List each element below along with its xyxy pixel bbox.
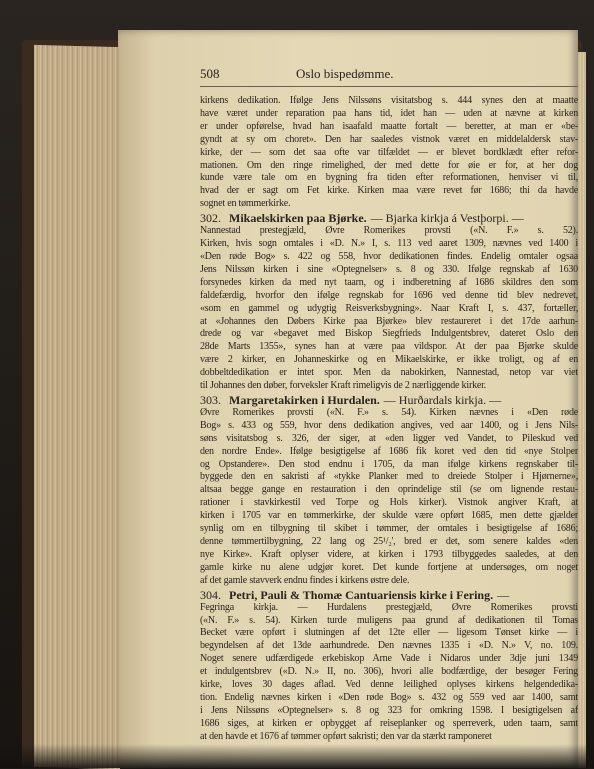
section-number: 304. xyxy=(200,587,221,602)
text-line: faldefærdig, hvorfor den ifølge regnskab for 1696 ved denne tid blev nedrevet, xyxy=(200,289,578,301)
text-line: kirken i 1705 var en tømmerkirke, der skulde være opført 1685, men dette gjælder xyxy=(200,510,578,522)
text-line: kirkens dedikation. Ifølge Jens Nilssøns visitatsbog s. 444 synes den at maatte xyxy=(200,95,578,106)
text-line: «Den røde Bog» s. 422 og 558, hvor dedikationen findes. Endelig omtaler ogsaa xyxy=(200,250,578,262)
text-line: et indulgentsbrev («D. N.» II, no. 306), hvori alle bodfærdige, der besøger Fering xyxy=(200,666,578,678)
text-line: mationen. Om den ringe rimelighed, der med dette for øie er for, at her dog xyxy=(200,159,578,171)
running-head xyxy=(200,66,578,87)
text-line: at «Johannes den Døbers Kirke paa Bjørke» blev restaureret i det 17de aarhun- xyxy=(200,315,578,327)
text-line: byggede den en sakristi af «tykke Planker med to dreiede Stolper i Hjørnerne», xyxy=(200,471,578,483)
text-line: Noget senere udfærdigede erkebiskop Arne Vade i Nidaros under 3dje juni 1349 xyxy=(200,653,578,665)
text-line: Øvre Romerikes provsti («N. F.» s. 54). Kirken nævnes i «Den røde xyxy=(200,406,578,418)
text-line: i Jens Nilssøns «Optegnelser» s. 8 og 323 for omkring 1598. I besigtigelsen af xyxy=(200,704,578,716)
body-text xyxy=(200,95,578,744)
text-area xyxy=(200,66,578,744)
text-line: gamle kirke nu alene udgjør koret. Det kunde fortjene at undersøges, om noget xyxy=(200,561,578,573)
text-line: Bog» s. 433 og 559, hvor dens dedikation angives, ved aar 1400, og i Jens Nils- xyxy=(200,419,578,431)
text-line: «som en gammel og udygtig Reisverksbygning». Naar Kraft I, s. 437, fortæller, xyxy=(200,302,578,314)
text-line: at den havde et 1676 af tømmer opført sakristi; den var da stærkt ramponeret xyxy=(200,730,492,742)
paragraph xyxy=(200,95,578,211)
text-line: sognet en tømmerkirke. xyxy=(200,198,291,210)
text-line: forsynedes kirken da med nyt taarn, og i indberetning af 1686 skildres den som xyxy=(200,276,578,288)
text-line: have været under reparation paa hans tid, idet han — uden at nævne at kirken xyxy=(200,107,578,119)
text-line: af det gamle stavverk endnu findes i kirkens østre dele. xyxy=(200,574,410,586)
text-line: altsaa begge gange en restauration i den oprindelige stil (se om lignende restau- xyxy=(200,484,578,496)
text-line: drede og var «begavet med Biskop Siegfrieds Indulgentsbrev, dateret Oslo den xyxy=(200,328,578,340)
text-line: denne tømmertilbygning, 22 lang og 25¹/₂', bred er det, som senere kaldes «den xyxy=(200,536,578,547)
text-line: hvad der er sagt om Fet kirke. Kirken maa være revet før 1686; thi da havde xyxy=(200,185,578,197)
section-number: 303. xyxy=(200,392,221,407)
book-page xyxy=(118,30,578,768)
text-line: være 2 kirker, en Johanneskirke og en Mikaelskirke, er ikke troligt, og af en xyxy=(200,354,578,366)
paragraph xyxy=(200,393,578,588)
text-line: Becket være opført i slutningen af det 12te eller — ligesom Tønset kirke — i xyxy=(200,627,578,639)
section-heading xyxy=(200,211,578,225)
text-line: gyndt at sy om choret». Den har saaledes vistnok været en middelaldersk stav- xyxy=(200,133,578,145)
section-heading-rest: — Bjarka kirkja á Vestþorpi. — xyxy=(370,211,524,226)
text-line: 1686 siges, at kirken er opbygget af reiseplanker og sperreverk, uden taarn, samt xyxy=(200,717,578,729)
text-line: og Opstandere». Den stod endnu i 1705, da man ifølge kirkens regnskaber til- xyxy=(200,458,578,470)
page-number: 508 xyxy=(200,66,220,81)
text-line: Jens Nilssøn kirken i sine «Optegnelser» s. 8 og 330. Ifølge regnskab af 1630 xyxy=(200,263,578,275)
text-line: synlig om en tilbygning til skibet i tømmer, der omtales i besigtigelse af 1686; xyxy=(200,523,578,535)
text-line: kirke, loves 30 dages aflad. Ved denne leilighed oplyses kirkens helgendedika- xyxy=(200,679,578,691)
section-number: 302. xyxy=(200,211,221,226)
text-line: søns visitatsbog s. 326, der siger, at «den ligger ved Vandet, to Pileskud ved xyxy=(200,432,578,444)
text-line: 28de Marts 1355», synes han at være paa vildspor. At der paa Bjørke skulde xyxy=(200,341,578,353)
text-line: rationer i stavkirkestil ved Torpe og Hols kirker). Vistnok angiver Kraft, at xyxy=(200,497,578,509)
section-heading xyxy=(200,393,578,407)
paragraph xyxy=(200,211,578,393)
text-line: Nannestad prestegjæld, Øvre Romerikes provsti («N. F.» s. 52). xyxy=(200,225,578,237)
running-head-title: Oslo bispedømme. xyxy=(296,66,394,81)
section-title: Petri, Pauli & Thomæ Cantuariensis kirke i Fering. xyxy=(229,587,494,602)
text-line: Fegringa kirkja. — Hurdalens prestegjæld, Øvre Romerikes provsti xyxy=(200,601,578,613)
section-title: Margaretakirken i Hurdalen. xyxy=(229,392,380,407)
page-edges-left xyxy=(34,45,120,769)
text-line: til Johannes den døber, forveksler Kraft rimeligvis de 2 nærliggende kirker. xyxy=(200,380,486,392)
text-line: begyndelsen af det 13de aarhundrede. Den nævnes 1335 i «D. N.» V, no. 109. xyxy=(200,640,578,652)
section-heading-rest: — Hurðardals kirkja. — xyxy=(383,392,502,407)
text-line: tion. Endelig nævnes kirken i «Den røde Bog» s. 432 og 559 ved aar 1400, samt xyxy=(200,691,578,703)
text-line: nye Kirke». Kraft oplyser videre, at kirken i 1793 tilbyggedes saaledes, at den xyxy=(200,548,578,560)
text-line: Kirken, hvis sogn omtales i «D. N.» I, s. 113 ved aaret 1309, nævnes ved 1400 i xyxy=(200,238,578,250)
section-heading-rest: — xyxy=(497,587,510,602)
text-line: er under opførelse, hvad han isaafald maatte fortalt — beretter, at man er «be- xyxy=(200,120,578,132)
text-line: («N. F.» s. 54). Kirken turde muligens paa grund af dedikationen til Tomas xyxy=(200,614,578,626)
text-line: dobbeltdedikation er intet spor. Men da nabokirken, Nannestad, netop var viet xyxy=(200,367,578,379)
text-line: kirke, der — som det saa ofte var tilfældet — er blevet bordklædt efter refor- xyxy=(200,146,578,158)
paragraph xyxy=(200,588,578,744)
section-title: Mikaelskirken paa Bjørke. xyxy=(229,211,367,226)
bottom-shadow xyxy=(0,744,594,768)
text-line: kunde være tale om en bygning fra tiden efter reformationen, henviser vi til, xyxy=(200,172,578,184)
section-heading xyxy=(200,588,578,602)
text-line: den nordre Ende». Ifølge besigtigelse af 1686 fik koret ved den tid «nye Stolper xyxy=(200,445,578,457)
